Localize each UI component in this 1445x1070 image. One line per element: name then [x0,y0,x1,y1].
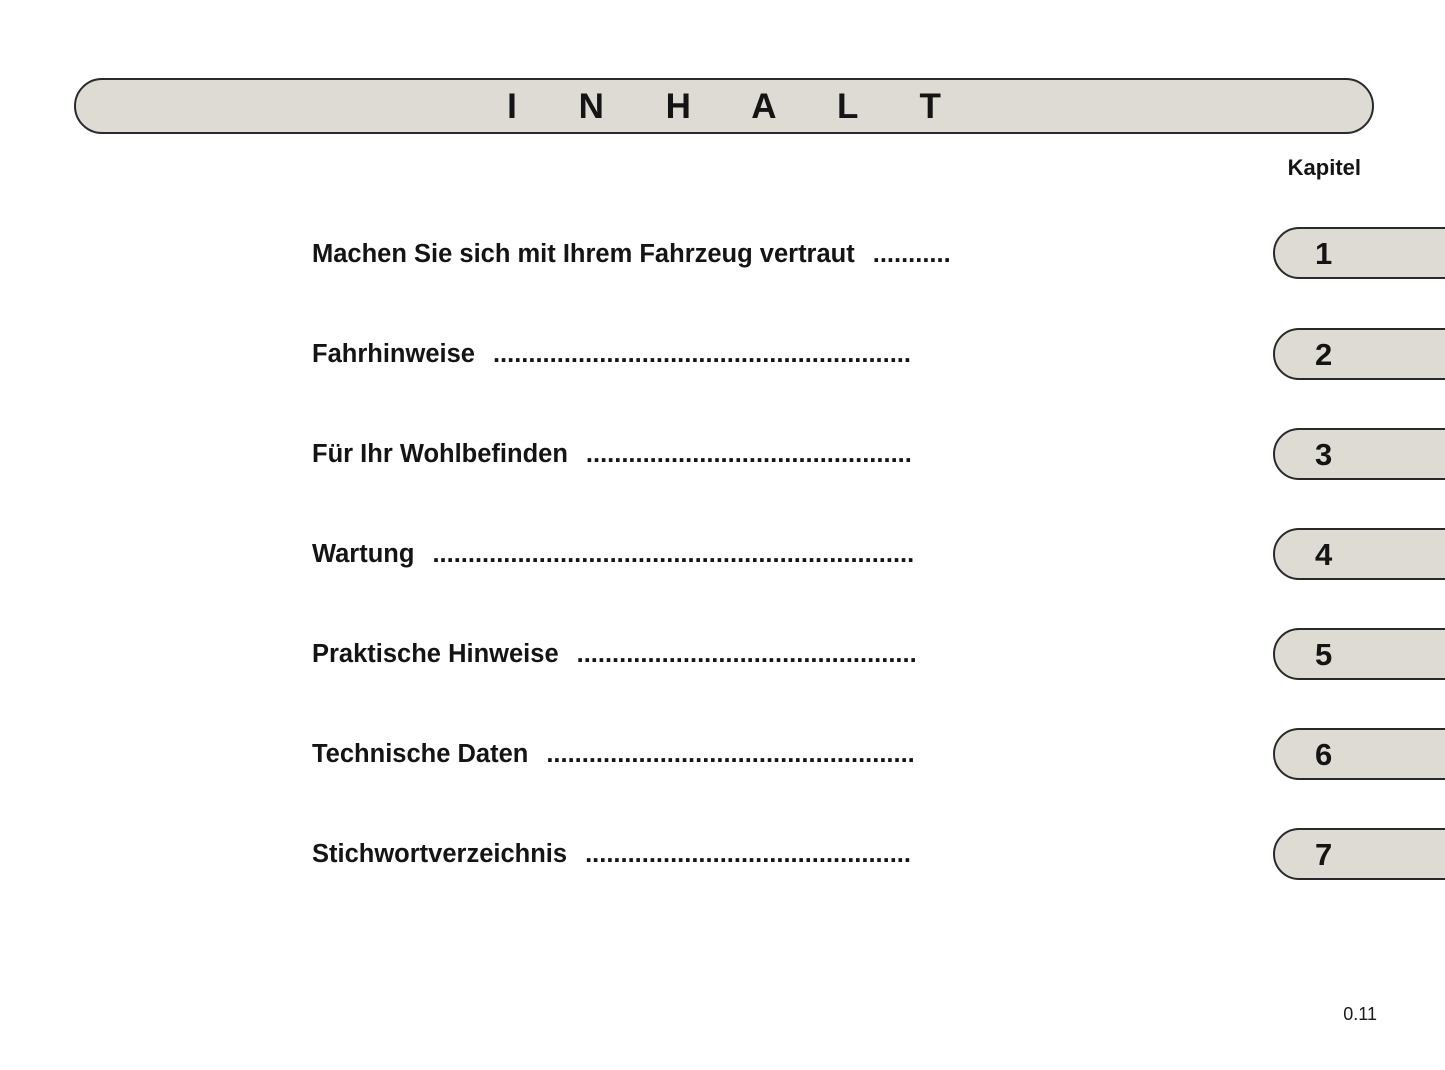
toc-entry[interactable] [312,540,1152,569]
toc-entry[interactable] [312,640,1152,669]
toc-entry-label: Technische Daten [312,740,529,768]
toc-entry[interactable] [312,240,1152,269]
chapter-number: 4 [1315,536,1333,572]
toc-entry-dots: ................................................ [576,640,917,668]
toc-entry-dots: ........................................................... [492,340,911,368]
toc-entry-label: Fahrhinweise [312,340,475,368]
chapter-column-header: Kapitel [1287,155,1361,180]
toc-row[interactable] [0,412,1445,512]
toc-row[interactable] [0,612,1445,712]
toc-entry-label: Stichwortverzeichnis [312,840,568,868]
chapter-number: 1 [1315,235,1333,271]
toc-row[interactable] [0,712,1445,812]
toc-entry-dots: .................................................................... [432,540,915,568]
toc-entry[interactable] [312,740,1152,769]
chapter-tab-2[interactable] [1273,328,1445,380]
toc-row[interactable] [0,812,1445,912]
chapter-tab-1[interactable] [1273,227,1445,279]
table-of-contents [0,212,1445,912]
toc-entry-dots: .............................................. [585,440,912,468]
toc-entry[interactable] [312,440,1152,469]
chapter-tab-4[interactable] [1273,528,1445,580]
toc-entry-label: Für Ihr Wohlbefinden [312,440,568,468]
toc-row[interactable] [0,312,1445,412]
toc-entry-dots: ........... [872,240,951,268]
page-title-banner [74,78,1374,134]
toc-entry-dots: .............................................. [585,840,911,868]
chapter-number: 6 [1315,736,1333,772]
chapter-tab-6[interactable] [1273,728,1445,780]
toc-entry[interactable] [312,840,1152,869]
toc-entry-dots: .................................................... [546,740,915,768]
toc-entry-label: Praktische Hinweise [312,640,559,668]
chapter-tab-7[interactable] [1273,828,1445,880]
page-number: 0.11 [1343,1004,1377,1024]
chapter-tab-5[interactable] [1273,628,1445,680]
chapter-number: 3 [1315,436,1333,472]
toc-row[interactable] [0,512,1445,612]
chapter-number: 5 [1315,636,1333,672]
chapter-number: 2 [1315,336,1333,372]
chapter-number: 7 [1315,836,1333,872]
toc-row[interactable] [0,212,1445,312]
chapter-tab-3[interactable] [1273,428,1445,480]
toc-entry[interactable] [312,340,1152,369]
toc-entry-label: Machen Sie sich mit Ihrem Fahrzeug vertraut [312,240,855,268]
page-title: I N H A L T [507,86,967,126]
toc-entry-label: Wartung [312,540,415,568]
